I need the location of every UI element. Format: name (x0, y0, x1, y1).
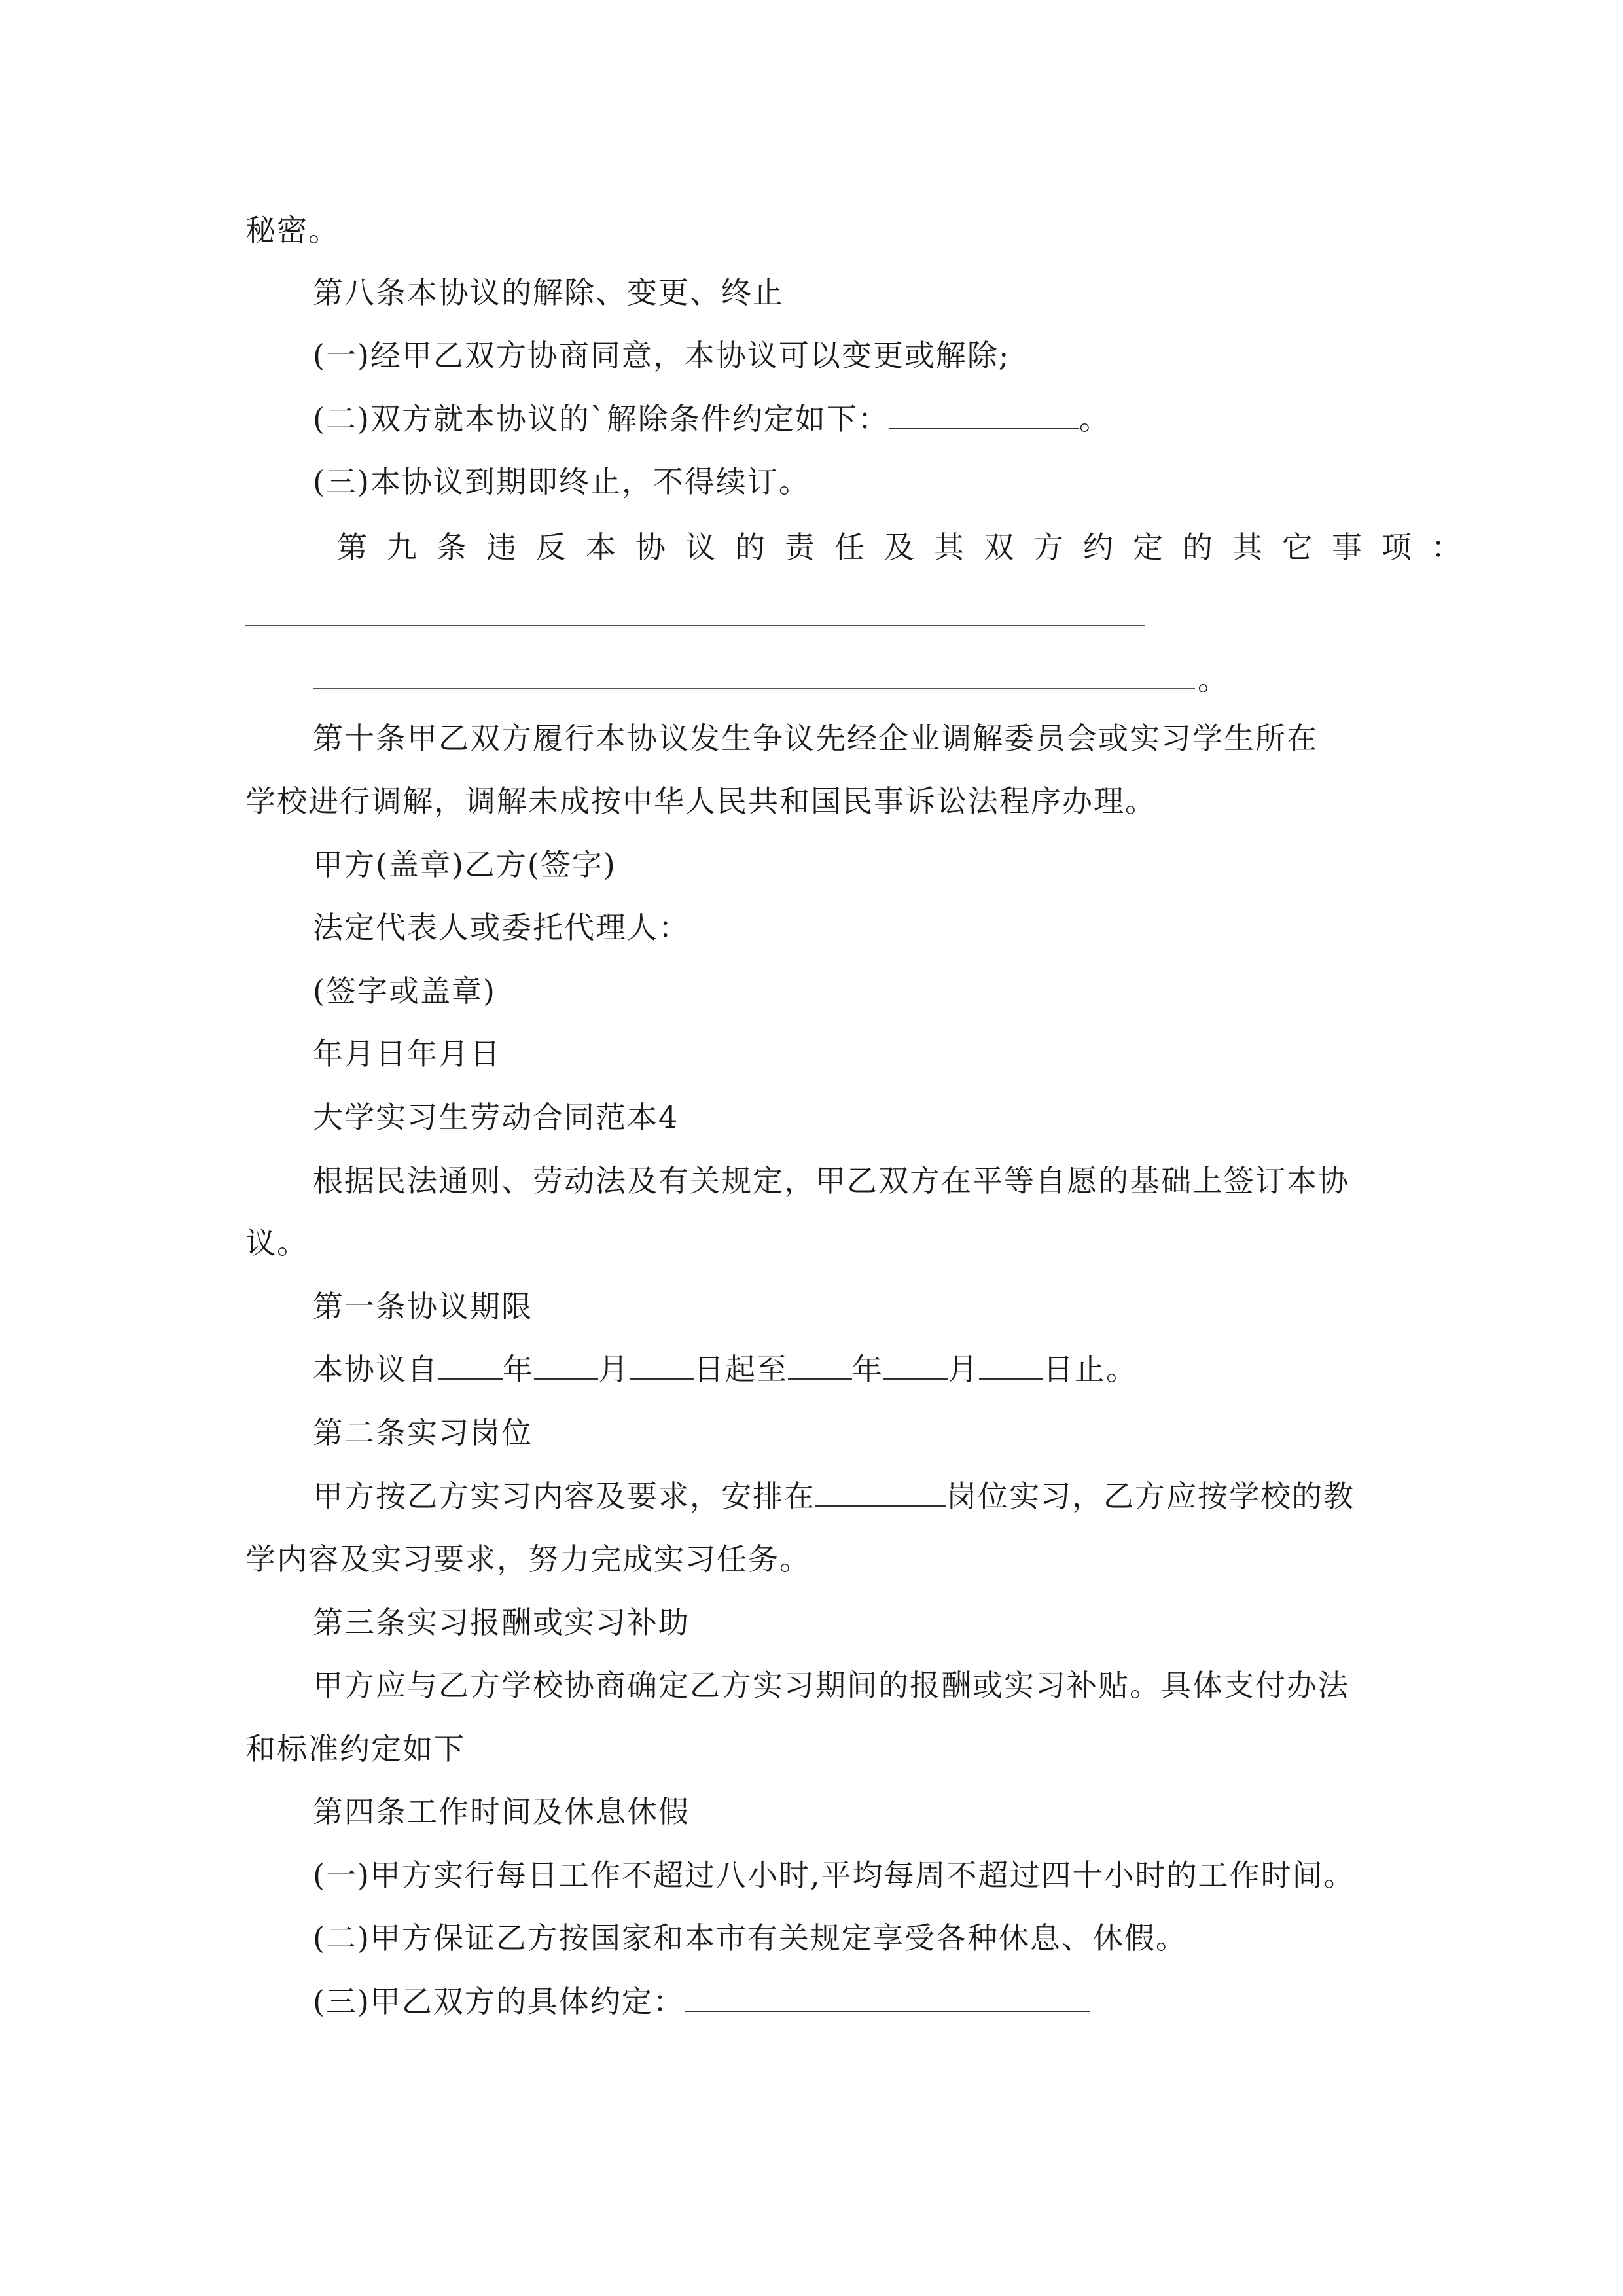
fill-blank (630, 1352, 694, 1380)
fill-blank (815, 1479, 946, 1507)
article-2-heading: 第二条实习岗位 (313, 1415, 533, 1450)
text-fragment: 日止。 (1043, 1352, 1137, 1387)
text-fragment: 本协议自 (313, 1352, 438, 1387)
text-line: 秘密。 (245, 213, 340, 248)
text-line: 和标准约定如下 (245, 1731, 465, 1767)
text-line: 法定代表人或委托代理人： (313, 910, 690, 945)
article-4-heading: 第四条工作时间及休息休假 (313, 1794, 690, 1829)
article-1-heading: 第一条协议期限 (313, 1289, 533, 1324)
fill-blank (438, 1352, 503, 1380)
text-fragment: 年 (503, 1352, 534, 1387)
article-9-heading: 第九条违反本协议的责任及其双方约定的其它事项： (337, 529, 1481, 565)
fill-blank (889, 402, 1079, 429)
term-line (313, 1350, 1137, 1389)
text-fragment: 岗位实习，乙方应按学校的教 (946, 1479, 1355, 1514)
text-line: 根据民法通则、劳动法及有关规定，甲乙双方在平等自愿的基础上签订本协 (313, 1163, 1349, 1198)
article-10-heading: 第十条甲乙双方履行本协议发生争议先经企业调解委员会或实习学生所在 (313, 721, 1318, 756)
text-line: (签字或盖章) (313, 973, 496, 1009)
text-fragment: 月 (948, 1352, 979, 1387)
text-line: (一)经甲乙双方协商同意，本协议可以变更或解除; (313, 338, 1010, 373)
fill-blank (979, 1352, 1043, 1380)
text-line: 甲方应与乙方学校协商确定乙方实习期间的报酬或实习补贴。具体支付办法 (313, 1668, 1349, 1703)
date-line: 年月日年月日 (313, 1036, 501, 1071)
text-line (313, 399, 1111, 439)
fill-blank-line (245, 625, 1145, 626)
fill-blank (788, 1352, 852, 1380)
text-line: (一)甲方实行每日工作不超过八小时,平均每周不超过四十小时的工作时间。 (313, 1857, 1355, 1893)
signature-line: 甲方(盖章)乙方(签字) (313, 847, 616, 882)
text-fragment: (三)甲乙双方的具体约定： (313, 1984, 685, 2019)
text-line (313, 1477, 1355, 1516)
text-fragment: 。 (1198, 662, 1229, 697)
text-fragment: 月 (598, 1352, 630, 1387)
text-fragment: 年 (852, 1352, 883, 1387)
fill-blank (534, 1352, 598, 1380)
section-title: 大学实习生劳动合同范本4 (313, 1100, 679, 1135)
fill-blank-line (313, 688, 1195, 689)
article-8-heading: 第八条本协议的解除、变更、终止 (313, 275, 784, 310)
text-line: 议。 (245, 1225, 308, 1261)
article-3-heading: 第三条实习报酬或实习补助 (313, 1605, 690, 1640)
text-line: (三)本协议到期即终止，不得续订。 (313, 464, 810, 499)
text-line: 学校进行调解，调解未成按中华人民共和国民事诉讼法程序办理。 (245, 783, 1156, 819)
text-line: (二)甲方保证乙方按国家和本市有关规定享受各种休息、休假。 (313, 1920, 1187, 1956)
fill-blank (883, 1352, 948, 1380)
text-fragment: 。 (1079, 401, 1111, 437)
text-fragment: 甲方按乙方实习内容及要求，安排在 (313, 1479, 815, 1514)
text-fragment: 日起至 (694, 1352, 788, 1387)
fill-blank (685, 1984, 1090, 2012)
text-line: 学内容及实习要求，努力完成实习任务。 (245, 1541, 811, 1577)
text-line (313, 1982, 1090, 2021)
text-fragment: (二)双方就本协议的`解除条件约定如下： (313, 401, 889, 437)
